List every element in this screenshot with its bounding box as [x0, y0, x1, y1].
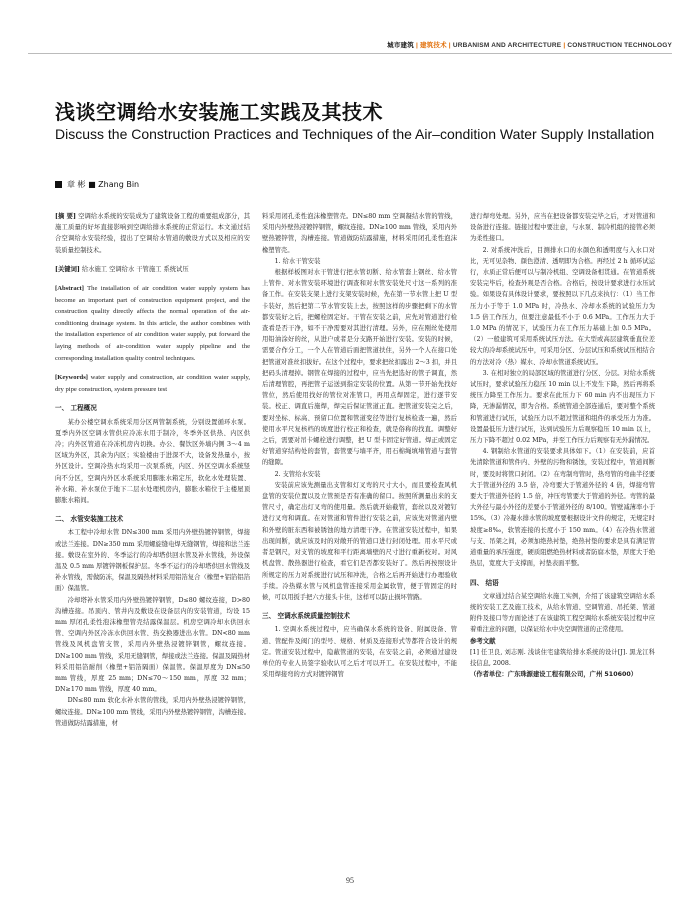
body-paragraph: 1. 空调水系统过程中，应当确保水系统的设备、附属设备、管道、管配件及阀门的型号、规格、材质及连接形式等都符合设计的规定。管道安装过程中，隐蔽管道的安装，在安装之前，必须通过建设单位的专业人员签字验收认可之后才可以开工。在安装过程中，不能采用焊接弯的方式对镀锌钢管 — [262, 626, 457, 679]
title-chinese: 浅谈空调给水安装施工实践及其技术 — [55, 100, 383, 124]
keywords-en — [55, 372, 250, 395]
header-section-en: URBANISM AND ARCHITECTURE — [452, 42, 562, 49]
reference-item: [1] 任卫良, 刘志刚. 浅谈住宅建筑给排水系统的设计[J]. 黑龙江科技信息, 2008. — [470, 648, 655, 667]
body-paragraph: 本工程中冷却水管 DN≤300 mm 采用内外壁热镀锌钢管，焊接或法兰连接。DN≥350 mm 采用螺旋缝电焊无缝钢管，焊接和法兰连接。敷设在室外的、冬季运行的冷却塔供回水管及补水管线，外设保温及 0.5 mm 厚镀锌钢板保护层。冬季不运行的冷却塔供回水管线及补水管线，需做防冻，保温及隔热材料采用铝箔复合（橡塑+铝箔铝箔面）保温管。 — [55, 529, 250, 593]
section-heading-3: 三、 空调水系统质量控制技术 — [262, 612, 351, 621]
column-1 — [55, 211, 250, 729]
abstract-cn-text: 空调给水系统的安装成为了建筑设备工程的重要组成部分，其施工质量的好坏直接影响到空调给排水系统的正常运行。本文通过结合空调给水安装经验，提出了空调给水管道的敷设方式以及相应的安装质量控制技术。 — [55, 213, 250, 254]
body-paragraph: DN≤80 mm 软化水补水管的管线，采用内外壁热浸镀锌钢管，螺纹连接。DN≥100 mm 管线，采用内外壁热镀锌钢管，沟槽连接。管道做防结露措施，材 — [55, 697, 250, 727]
header-topic-en: CONSTRUCTION TECHNOLOGY — [567, 42, 672, 49]
body-paragraph: 2. 对系统冲洗后，目测排水口的水颜色和透明度与入水口对比，无可见杂物、颜色澄清、透明即为合格。再经过 2 h 循环试运行，水质正常后便可以与制冷机组、空调设备相贯通。在管道系统安装完毕后，检查外观是否合格。合格后，按设计要求进行水压试验。如果设有具体设计要求，要按照以下几点来执行：（1）当工作压力小于等于 1.0 MPa 时，冷热水、冷却水系统的试验压力为 1.5 倍工作压力，但要注意最低不小于 0.6 MPa。工作压力大于 1.0 MPa 的情况下，试验压力在工作压力基础上加 0.5 MPa。（2）一般建筑可采用系统试压方法。在大型或高层建筑垂直位差较大的冷却系统试压中，可采用分区、分层试压和系统试压相结合的方法对冷（热）媒水、冷却水管道系统试压。 — [470, 246, 655, 366]
column-3 — [470, 211, 655, 680]
abstract-en-text: The installation of air condition water supply system has become an important part of construction equipment project, and the construction quality directly affects the normal operation of the air-conditioning drainage system. In this article, the author combines with the installation experience of air condition water supply, put forward the laying methods of air-condition water supply pipeline and the corresponding installation quality control techniques. — [55, 285, 251, 362]
abstract-cn — [55, 211, 250, 256]
body-paragraph: 冷却塔补水管采用内外壁热镀锌钢管，D≤80 螺纹连接，D>80 沟槽连接。吊顶内、管井内及敷设在设备层内的安装管道，均设 15 mm 厚闭孔柔性泡沫橡塑管壳结露保温层。机房空调冷却水供回水管、空调内外区冷冻水供回水管、热交换器进出水管。DN<80 mm 管线及风机盘管支管，采用内外壁热浸镀锌钢管，螺纹连接。DN≥100 mm 管线，采用无缝钢管，焊接或法兰连接。保温及隔热材料采用铝箔耐削（橡塑+铝箔隔面）保温管。保温厚度为 DN≤50 mm 管线，厚度 25 mm；DN≤70～150 mm，厚度 32 mm；DN≥170 mm 管线，厚度 40 mm。 — [55, 596, 250, 694]
body-paragraph: 3. 在相对独立的局部区域的管道进行分区、分层。对给水系统试压时，要求试验压力稳压 10 min 以上不发生下降，然后再将系统压力降至工作压力。要求在此压力下 60 min 内不出现压力下降，无渗漏情况，即为合格。系统管道全部连通后，要对整个系统和管道进行试压，试验压力以不超过管道和组件的承受压力为准。设置最低压力进行试压，达到试验压力后观察稳压 10 min 以上，压力下降不超过 0.02 MPa，并至工作压力后观察有无外漏情况。 — [470, 369, 655, 445]
running-header — [387, 40, 672, 49]
section-heading-4: 四、 结语 — [470, 578, 499, 587]
header-separator: | — [415, 42, 418, 49]
body-paragraph: 料采用闭孔柔性泡沫橡塑管壳。DN≤80 mm 空调凝结水管的管线，采用内外壁热浸镀锌钢管，螺纹连接。DN≥100 mm 管线，采用内外壁热镀锌管，沟槽连接。管道做防结露措施，材料采用闭孔柔性泡沫橡塑管壳。 — [262, 213, 457, 254]
body-paragraph: 某办公楼空调水系统采用分区两管制系统，分别设置循环水泵。夏季内外区空调水管供应冷冻水用于制冷，冬季外区供热、内区供冷；内外区管道在冷冻机房内切换。办公、餐饮区外墙内侧 3～4 m 区域为外区，其余为内区；实验楼由于进深不大，设备发热量小，按外区设计。空调冷热水均采用一次泵系统，内区、外区空调水系统竖向不分区，空调内外区水系统采用膨胀水箱定压，软化水处理装置、补水箱、补水泵位于地下二层水处理机房内，膨胀水箱位于主楼屋顶膨胀水箱间。 — [55, 418, 250, 504]
body-paragraph: 4. 钢制给水管道的安装要求具体如下。（1）在安装前，应首先清除管道和管件内、外壁的污物和锈蚀，安装过程中，管道间断时，要及时将管口封闭。（2）在弯制弯管时，热弯管的弯曲半径要大于管道外径的 3.5 倍，冷弯要大于管道外径的 4 倍，焊接弯管要大于管道外径的 1.5 倍，冲压弯管要大于管道的外径。弯管的最大外径与最小外径的差要小于管道外径的 8/100。管壁减薄率小于 15%。（3）冷凝水排水管的坡度要根据设计文件的规定，无规定时坡度≥8‰，软管连接的长度小于 150 mm。（4）在冷热水管道与支、吊架之间，必须加绝热衬垫，绝热衬垫的要求是具有满足管道重量的承压强度，硬质阻燃绝热材料或者防腐木垫，厚度大于绝热层，宽度大于支撑面，衬垫表面平整。 — [470, 448, 655, 568]
author-affiliation: （作者单位：广东珠源建设工程有限公司，广州 510600） — [470, 671, 638, 679]
section-heading-2: 二、 水管安装施工技术 — [55, 515, 124, 524]
header-section-cn: 城市建筑 — [387, 42, 414, 49]
header-topic-cn: 建筑技术 — [419, 42, 447, 49]
column-2 — [262, 211, 457, 680]
header-rule — [28, 53, 672, 54]
body-paragraph: 进行焊弯处理。另外，应当在把设备都安装完毕之后，才对管道和设备进行连接。链接过程中要注意，与水泵、制冷机组的接管必须为柔性接口。 — [470, 213, 655, 243]
keywords-cn — [55, 264, 250, 275]
header-separator: | — [563, 42, 566, 49]
body-paragraph: 文章通过结合某空调给水施工实例，介绍了该建筑空调给水系统的安装工艺及施工技术，从给水管道、空调管道、吊托架、管道附件及接口等方面论述了在该建筑工程空调给水系统安装过程中应着重注意的问题，以保证给水中央空调管道的正常使用。 — [470, 592, 655, 634]
title-english: Discuss the Construction Practices and Techniques of the Air–condition Water Supply Installation — [55, 126, 655, 142]
header-separator: | — [448, 42, 451, 49]
subheading-2: 2. 支管给水安装 — [274, 470, 321, 478]
keywords-cn-label: [关键词] — [55, 265, 80, 273]
subheading-1: 1. 给水干管安装 — [274, 257, 321, 265]
body-paragraph: 根据样板图对水干管进行把水管切断、给水管套上钢丝、给水管上管件、对水管安装环境进行调查和对水管安装处尺寸这一系列的准备工作。在安装支架上进行支架安装时候，先在第一节水管上把 U 型卡装好，然后把第二节水管安装上去，按照这样的步骤把剩下的水管都安装好之后，把螺栓固定好。干管在安装之前，应先对管道进行检查看是否干净，如不干净需要对其进行清理。另外，应在刚丝处使用用铅油涂好的丝，从进户或者是分支路开始进行安装。安装的时候，需要合作分工，一个人在管道后面把管道扶住，另外一个人在接口处把管道对准丝扣拔好。在这个过程中，要求把丝扣露出 2～3 扣，并且把码头清理掉。钢管在焊接的过程中，应当先把选好的管子调直，然后清理管腔，再把管子运送到指定安装的位置。从第一节开始先找好管位，然后使用找好的管位对准管口，再用点焊固定，进行逐节安装。校正、调直后施焊，焊完后保证管道正直。把管道安装完之后，要对坐标、标高、预留口位置和管道变径等进行复核检查一遍，然后使用水平尺复核档的坡度进行校正和检查，就是俗称的找直。调整好之后，需要对吊卡螺栓进行调整，把 U 型卡固定好管道。焊正或固定好管道穿结构处的套管，套管要与墙平齐，用石棉绳填堵管道与套管的缝隙。 — [262, 269, 457, 467]
body-paragraph: 安装前应该先测量出支管和灯叉弯的尺寸大小，而且要检查风机盘管的安装位置以及立管预是否有准确的留口。按照所测量出来的支管尺寸，确定出灯叉弯的使用量。然后就开始截管，套丝以及对镀钉进行叉弯和调直。在对管道和管件进行安装之前，应该先对管道内壁和外壁的脏东西和被锈蚀的地方清理干净。在管道安装过程中，如果出现间断，就应该及时的对敞开的管道口进行封闭处理。用水平尺或者是钢尺，对支管的坡度和平行距离墙壁的尺寸进行重新校对。对风机盘管、散热器进行检查，看它们是否都安装好了。然后再按照设计所规定的压力对系统进行试压和冲洗，合格之后再开始进行办理验收手续。冷热媒水管与风机盘管连接采用金属软管，便于管固定的时候，可以用扳手把六方接头卡住，这样可以防止损坏管路。 — [262, 481, 457, 601]
bullet-square-icon — [55, 181, 62, 188]
abstract-en — [55, 283, 250, 364]
page-number: 95 — [346, 876, 354, 885]
references-title: 参考文献 — [470, 636, 496, 645]
author-names: 章 彬 ■ Zhang Bin — [67, 180, 140, 189]
keywords-en-label: [Keywords] — [55, 374, 88, 382]
keywords-en-text: water supply and construction, air condition water supply, dry pipe construction, system pressure test — [55, 374, 250, 393]
abstract-cn-label: [摘 要] — [55, 213, 77, 220]
section-heading-1: 一、 工程概况 — [55, 404, 97, 413]
authors — [55, 179, 139, 190]
abstract-en-label: [Abstract] — [55, 285, 84, 293]
keywords-cn-text: 给水施工 空调给水 干管施工 系统试压 — [81, 265, 189, 273]
